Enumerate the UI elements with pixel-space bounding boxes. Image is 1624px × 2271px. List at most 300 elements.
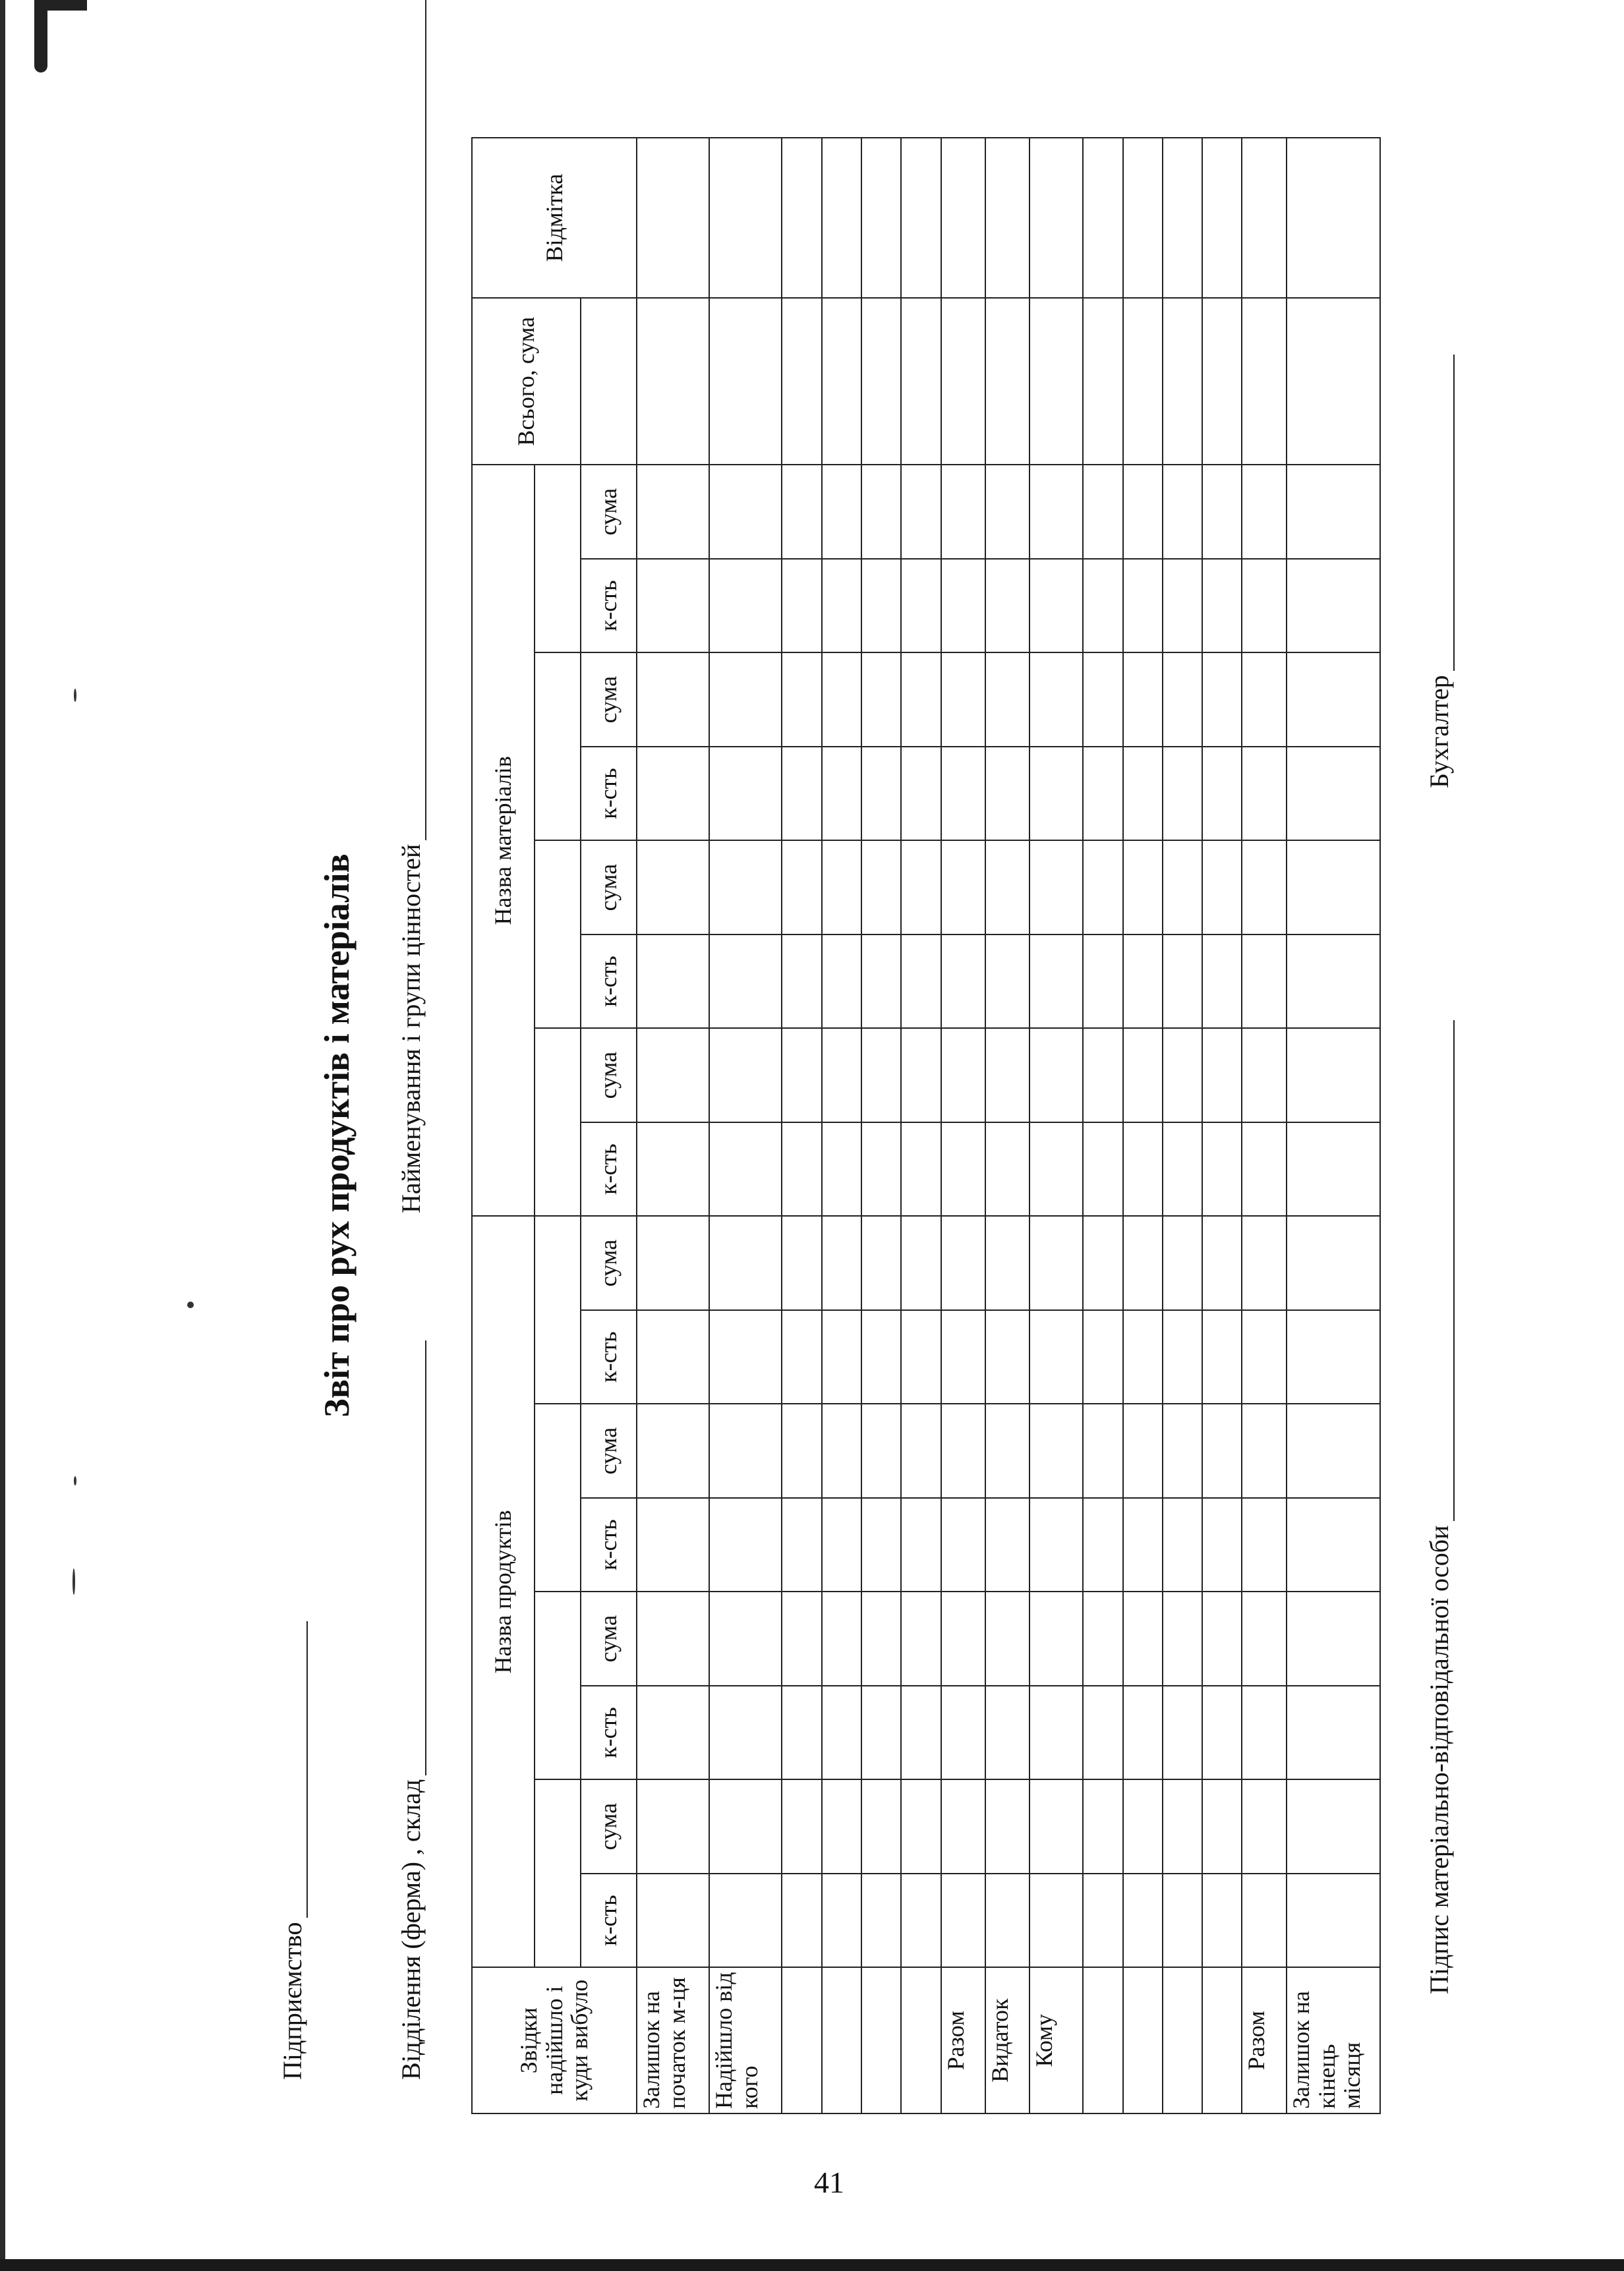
data-cell[interactable] — [782, 1028, 821, 1122]
data-cell[interactable] — [1287, 298, 1380, 465]
data-cell[interactable] — [1030, 1310, 1083, 1404]
data-cell[interactable] — [985, 1498, 1030, 1592]
data-cell[interactable] — [1242, 1122, 1286, 1217]
note-cell[interactable] — [861, 138, 901, 298]
data-cell[interactable] — [709, 1216, 782, 1310]
data-cell[interactable] — [1123, 840, 1163, 934]
data-cell[interactable] — [1287, 1779, 1380, 1874]
data-cell[interactable] — [822, 1122, 861, 1217]
data-cell[interactable] — [1030, 747, 1083, 841]
values-blank[interactable] — [399, 0, 426, 840]
data-cell[interactable] — [1287, 1310, 1380, 1404]
data-cell[interactable] — [709, 652, 782, 747]
data-cell[interactable] — [1083, 934, 1122, 1029]
data-cell[interactable] — [822, 1310, 861, 1404]
data-cell[interactable] — [637, 559, 709, 653]
data-cell[interactable] — [709, 840, 782, 934]
data-cell[interactable] — [1083, 1874, 1122, 1968]
note-cell[interactable] — [1242, 138, 1286, 298]
data-cell[interactable] — [1163, 559, 1202, 653]
data-cell[interactable] — [901, 298, 941, 465]
data-cell[interactable] — [1242, 1874, 1286, 1968]
data-cell[interactable] — [637, 934, 709, 1029]
qty-header: к-сть — [581, 1310, 637, 1404]
note-cell[interactable] — [1123, 138, 1163, 298]
accountant-field — [1424, 355, 1455, 788]
note-cell[interactable] — [1287, 138, 1380, 298]
data-cell[interactable] — [985, 747, 1030, 841]
data-cell[interactable] — [1242, 934, 1286, 1029]
data-cell[interactable] — [637, 747, 709, 841]
data-cell[interactable] — [709, 465, 782, 559]
data-cell[interactable] — [941, 840, 985, 934]
data-cell[interactable] — [1163, 1216, 1202, 1310]
data-cell[interactable] — [1123, 465, 1163, 559]
sum-header: сума — [581, 1216, 637, 1310]
data-cell[interactable] — [985, 465, 1030, 559]
data-cell[interactable] — [861, 747, 901, 841]
data-cell[interactable] — [861, 652, 901, 747]
note-cell[interactable] — [822, 138, 861, 298]
data-cell[interactable] — [901, 1216, 941, 1310]
data-cell[interactable] — [1287, 1874, 1380, 1968]
data-cell[interactable] — [985, 1404, 1030, 1498]
data-cell[interactable] — [941, 1874, 985, 1968]
data-cell[interactable] — [1242, 1404, 1286, 1498]
data-cell[interactable] — [822, 1404, 861, 1498]
responsible-signature-blank[interactable] — [1427, 1020, 1455, 1521]
data-cell[interactable] — [1287, 1592, 1380, 1686]
data-cell[interactable] — [941, 934, 985, 1029]
data-cell[interactable] — [1083, 1028, 1122, 1122]
data-cell[interactable] — [1242, 1779, 1286, 1874]
data-cell[interactable] — [1202, 1779, 1242, 1874]
data-cell[interactable] — [709, 1028, 782, 1122]
note-cell[interactable] — [637, 138, 709, 298]
data-cell[interactable] — [901, 747, 941, 841]
data-cell[interactable] — [709, 559, 782, 653]
data-cell[interactable] — [1030, 465, 1083, 559]
sum-header: сума — [581, 652, 637, 747]
data-cell[interactable] — [1083, 840, 1122, 934]
data-cell[interactable] — [901, 1122, 941, 1217]
data-cell[interactable] — [985, 298, 1030, 465]
data-cell[interactable] — [637, 465, 709, 559]
data-cell[interactable] — [822, 1498, 861, 1592]
total-sub-empty — [581, 298, 637, 465]
data-cell[interactable] — [1202, 298, 1242, 465]
data-cell[interactable] — [1287, 1028, 1380, 1122]
data-cell[interactable] — [1083, 1592, 1122, 1686]
data-cell[interactable] — [861, 934, 901, 1029]
data-cell[interactable] — [1163, 747, 1202, 841]
data-cell[interactable] — [901, 1028, 941, 1122]
department-blank[interactable] — [399, 1340, 426, 1775]
data-cell[interactable] — [782, 465, 821, 559]
data-cell[interactable] — [782, 934, 821, 1029]
data-cell[interactable] — [1030, 1122, 1083, 1217]
data-cell[interactable] — [985, 1216, 1030, 1310]
data-cell[interactable] — [1202, 934, 1242, 1029]
data-cell[interactable] — [901, 1686, 941, 1780]
data-cell[interactable] — [782, 747, 821, 841]
data-cell[interactable] — [1242, 559, 1286, 653]
data-cell[interactable] — [1163, 934, 1202, 1029]
data-cell[interactable] — [709, 1498, 782, 1592]
data-cell[interactable] — [901, 652, 941, 747]
data-cell[interactable] — [637, 1122, 709, 1217]
data-cell[interactable] — [709, 1310, 782, 1404]
data-cell[interactable] — [637, 1779, 709, 1874]
data-cell[interactable] — [782, 559, 821, 653]
enterprise-blank[interactable] — [280, 1622, 308, 1918]
data-cell[interactable] — [1123, 1592, 1163, 1686]
data-cell[interactable] — [1202, 840, 1242, 934]
data-cell[interactable] — [822, 465, 861, 559]
data-cell[interactable] — [901, 1874, 941, 1968]
data-cell[interactable] — [861, 840, 901, 934]
note-cell[interactable] — [941, 138, 985, 298]
data-cell[interactable] — [1123, 298, 1163, 465]
data-cell[interactable] — [1287, 747, 1380, 841]
data-cell[interactable] — [709, 298, 782, 465]
data-cell[interactable] — [901, 840, 941, 934]
data-cell[interactable] — [822, 1779, 861, 1874]
row-label-blank — [822, 1967, 861, 2113]
data-cell[interactable] — [1083, 1498, 1122, 1592]
data-cell[interactable] — [1202, 1028, 1242, 1122]
data-cell[interactable] — [1030, 1028, 1083, 1122]
data-cell[interactable] — [1242, 1310, 1286, 1404]
note-cell[interactable] — [1030, 138, 1083, 298]
data-cell[interactable] — [1123, 1779, 1163, 1874]
data-cell[interactable] — [1287, 1404, 1380, 1498]
data-cell[interactable] — [1202, 465, 1242, 559]
accountant-blank[interactable] — [1427, 355, 1455, 671]
data-cell[interactable] — [901, 465, 941, 559]
data-cell[interactable] — [709, 1874, 782, 1968]
data-cell[interactable] — [941, 298, 985, 465]
data-cell[interactable] — [1083, 747, 1122, 841]
data-cell[interactable] — [709, 1122, 782, 1217]
data-cell[interactable] — [941, 559, 985, 653]
data-cell[interactable] — [985, 1779, 1030, 1874]
data-cell[interactable] — [1030, 1404, 1083, 1498]
data-cell[interactable] — [1202, 652, 1242, 747]
data-cell[interactable] — [1030, 1498, 1083, 1592]
material-1-name[interactable] — [535, 1028, 581, 1216]
data-cell[interactable] — [1163, 1028, 1202, 1122]
data-cell[interactable] — [1242, 465, 1286, 559]
data-cell[interactable] — [1287, 1498, 1380, 1592]
data-cell[interactable] — [822, 1592, 861, 1686]
row-label-blank — [861, 1967, 901, 2113]
data-cell[interactable] — [1242, 1686, 1286, 1780]
data-cell[interactable] — [709, 1686, 782, 1780]
data-cell[interactable] — [782, 1310, 821, 1404]
data-cell[interactable] — [1123, 1498, 1163, 1592]
data-cell[interactable] — [941, 1498, 985, 1592]
data-cell[interactable] — [985, 840, 1030, 934]
data-cell[interactable] — [1030, 559, 1083, 653]
data-cell[interactable] — [901, 559, 941, 653]
data-cell[interactable] — [1083, 1686, 1122, 1780]
data-cell[interactable] — [822, 1686, 861, 1780]
data-cell[interactable] — [985, 1686, 1030, 1780]
data-cell[interactable] — [861, 1028, 901, 1122]
data-cell[interactable] — [1123, 1310, 1163, 1404]
data-cell[interactable] — [985, 652, 1030, 747]
material-4-name[interactable] — [535, 465, 581, 652]
data-cell[interactable] — [941, 1686, 985, 1780]
note-cell[interactable] — [782, 138, 821, 298]
page-number: 41 — [814, 2166, 844, 2199]
data-cell[interactable] — [1123, 652, 1163, 747]
data-cell[interactable] — [1030, 1874, 1083, 1968]
data-cell[interactable] — [941, 652, 985, 747]
data-cell[interactable] — [1123, 559, 1163, 653]
data-cell[interactable] — [1287, 934, 1380, 1029]
department-field — [395, 1340, 426, 2080]
data-cell[interactable] — [1242, 652, 1286, 747]
row-label-closing-balance: Залишок на кінець місяця — [1287, 1967, 1380, 2113]
data-cell[interactable] — [1202, 1498, 1242, 1592]
data-cell[interactable] — [941, 465, 985, 559]
data-cell[interactable] — [861, 298, 901, 465]
data-cell[interactable] — [1163, 1498, 1202, 1592]
data-cell[interactable] — [861, 559, 901, 653]
data-cell[interactable] — [1202, 747, 1242, 841]
data-cell[interactable] — [985, 1592, 1030, 1686]
data-cell[interactable] — [782, 1592, 821, 1686]
data-cell[interactable] — [985, 1122, 1030, 1217]
data-cell[interactable] — [1202, 1404, 1242, 1498]
data-cell[interactable] — [782, 840, 821, 934]
data-cell[interactable] — [782, 1122, 821, 1217]
data-cell[interactable] — [941, 1310, 985, 1404]
data-cell[interactable] — [709, 747, 782, 841]
data-cell[interactable] — [782, 652, 821, 747]
data-cell[interactable] — [1083, 652, 1122, 747]
data-cell[interactable] — [861, 1592, 901, 1686]
data-cell[interactable] — [1030, 1216, 1083, 1310]
data-cell[interactable] — [941, 747, 985, 841]
data-cell[interactable] — [782, 298, 821, 465]
data-cell[interactable] — [861, 1498, 901, 1592]
data-cell[interactable] — [1242, 747, 1286, 841]
data-cell[interactable] — [637, 1216, 709, 1310]
data-cell[interactable] — [637, 298, 709, 465]
row-label-blank — [1123, 1967, 1163, 2113]
data-cell[interactable] — [1163, 1310, 1202, 1404]
data-cell[interactable] — [1287, 559, 1380, 653]
data-cell[interactable] — [1123, 1122, 1163, 1217]
data-cell[interactable] — [1242, 1216, 1286, 1310]
data-cell[interactable] — [637, 1498, 709, 1592]
data-cell[interactable] — [1242, 298, 1286, 465]
data-cell[interactable] — [901, 1310, 941, 1404]
row-label-blank — [1202, 1967, 1242, 2113]
data-cell[interactable] — [782, 1216, 821, 1310]
data-cell[interactable] — [985, 1028, 1030, 1122]
data-cell[interactable] — [1030, 1779, 1083, 1874]
data-cell[interactable] — [1202, 1874, 1242, 1968]
material-3-name[interactable] — [535, 652, 581, 840]
data-cell[interactable] — [985, 934, 1030, 1029]
data-cell[interactable] — [1163, 652, 1202, 747]
data-cell[interactable] — [782, 1498, 821, 1592]
data-cell[interactable] — [1030, 652, 1083, 747]
data-cell[interactable] — [1083, 1216, 1122, 1310]
data-cell[interactable] — [1163, 298, 1202, 465]
data-cell[interactable] — [1202, 1592, 1242, 1686]
data-cell[interactable] — [941, 1216, 985, 1310]
data-cell[interactable] — [1287, 465, 1380, 559]
sum-header: сума — [581, 1028, 637, 1122]
data-cell[interactable] — [1163, 1779, 1202, 1874]
data-cell[interactable] — [1242, 1028, 1286, 1122]
product-4-name[interactable] — [535, 1216, 581, 1404]
data-cell[interactable] — [985, 1310, 1030, 1404]
data-cell[interactable] — [1123, 1874, 1163, 1968]
data-cell[interactable] — [637, 840, 709, 934]
data-cell[interactable] — [1083, 298, 1122, 465]
sum-header: сума — [581, 1404, 637, 1498]
data-cell[interactable] — [1287, 1686, 1380, 1780]
data-cell[interactable] — [637, 1592, 709, 1686]
data-cell[interactable] — [822, 652, 861, 747]
data-cell[interactable] — [1083, 559, 1122, 653]
data-cell[interactable] — [861, 1216, 901, 1310]
data-cell[interactable] — [709, 1404, 782, 1498]
data-cell[interactable] — [637, 1874, 709, 1968]
material-2-name[interactable] — [535, 840, 581, 1028]
product-3-name[interactable] — [535, 1404, 581, 1592]
data-cell[interactable] — [901, 1498, 941, 1592]
department-label: Відділення (ферма) , склад — [396, 1779, 426, 2080]
data-cell[interactable] — [1083, 1779, 1122, 1874]
data-cell[interactable] — [1163, 1686, 1202, 1780]
qty-header: к-сть — [581, 559, 637, 653]
data-cell[interactable] — [941, 1592, 985, 1686]
data-cell[interactable] — [861, 465, 901, 559]
data-cell[interactable] — [1123, 934, 1163, 1029]
note-cell[interactable] — [1083, 138, 1122, 298]
data-cell[interactable] — [822, 840, 861, 934]
data-cell[interactable] — [941, 1404, 985, 1498]
data-cell[interactable] — [1163, 1122, 1202, 1217]
data-cell[interactable] — [637, 1686, 709, 1780]
data-cell[interactable] — [822, 1216, 861, 1310]
data-cell[interactable] — [637, 1028, 709, 1122]
data-cell[interactable] — [822, 559, 861, 653]
data-cell[interactable] — [1123, 1028, 1163, 1122]
data-cell[interactable] — [985, 1874, 1030, 1968]
data-cell[interactable] — [1123, 1216, 1163, 1310]
data-cell[interactable] — [1287, 840, 1380, 934]
data-cell[interactable] — [782, 1779, 821, 1874]
data-cell[interactable] — [941, 1779, 985, 1874]
data-cell[interactable] — [861, 1404, 901, 1498]
data-cell[interactable] — [709, 934, 782, 1029]
data-cell[interactable] — [709, 1592, 782, 1686]
data-cell[interactable] — [901, 1592, 941, 1686]
data-cell[interactable] — [941, 1028, 985, 1122]
data-cell[interactable] — [1287, 652, 1380, 747]
data-cell[interactable] — [1123, 747, 1163, 841]
data-cell[interactable] — [1202, 1122, 1242, 1217]
data-cell[interactable] — [985, 559, 1030, 653]
data-cell[interactable] — [941, 1122, 985, 1217]
data-cell[interactable] — [637, 1404, 709, 1498]
data-cell[interactable] — [822, 747, 861, 841]
note-cell[interactable] — [901, 138, 941, 298]
data-cell[interactable] — [901, 934, 941, 1029]
data-cell[interactable] — [1287, 1122, 1380, 1217]
data-cell[interactable] — [1083, 1122, 1122, 1217]
data-cell[interactable] — [861, 1686, 901, 1780]
data-cell[interactable] — [1202, 1216, 1242, 1310]
data-cell[interactable] — [1030, 934, 1083, 1029]
data-cell[interactable] — [637, 652, 709, 747]
data-cell[interactable] — [1083, 465, 1122, 559]
data-cell[interactable] — [822, 1028, 861, 1122]
note-cell[interactable] — [1163, 138, 1202, 298]
data-cell[interactable] — [1202, 1310, 1242, 1404]
data-cell[interactable] — [822, 298, 861, 465]
data-cell[interactable] — [1030, 1686, 1083, 1780]
data-cell[interactable] — [822, 1874, 861, 1968]
data-cell[interactable] — [822, 934, 861, 1029]
col-note-header: Відмітка — [472, 138, 637, 298]
data-cell[interactable] — [1242, 1498, 1286, 1592]
data-cell[interactable] — [901, 1779, 941, 1874]
data-cell[interactable] — [1083, 1310, 1122, 1404]
data-cell[interactable] — [1163, 465, 1202, 559]
data-cell[interactable] — [1242, 840, 1286, 934]
data-cell[interactable] — [1202, 559, 1242, 653]
data-cell[interactable] — [1083, 1404, 1122, 1498]
data-cell[interactable] — [1242, 1592, 1286, 1686]
data-cell[interactable] — [1030, 1592, 1083, 1686]
data-cell[interactable] — [861, 1122, 901, 1217]
data-cell[interactable] — [1202, 1686, 1242, 1780]
data-cell[interactable] — [1123, 1404, 1163, 1498]
data-cell[interactable] — [1030, 298, 1083, 465]
data-cell[interactable] — [1287, 1216, 1380, 1310]
data-cell[interactable] — [1163, 1874, 1202, 1968]
data-cell[interactable] — [782, 1686, 821, 1780]
product-2-name[interactable] — [535, 1592, 581, 1779]
data-cell[interactable] — [1030, 840, 1083, 934]
note-cell[interactable] — [709, 138, 782, 298]
data-cell[interactable] — [861, 1874, 901, 1968]
data-cell[interactable] — [1123, 1686, 1163, 1780]
data-cell[interactable] — [901, 1404, 941, 1498]
note-cell[interactable] — [985, 138, 1030, 298]
data-cell[interactable] — [782, 1874, 821, 1968]
data-cell[interactable] — [861, 1779, 901, 1874]
data-cell[interactable] — [782, 1404, 821, 1498]
data-cell[interactable] — [1163, 1592, 1202, 1686]
data-cell[interactable] — [861, 1310, 901, 1404]
product-1-name[interactable] — [535, 1779, 581, 1967]
data-cell[interactable] — [709, 1779, 782, 1874]
data-cell[interactable] — [637, 1310, 709, 1404]
data-cell[interactable] — [1163, 840, 1202, 934]
note-cell[interactable] — [1202, 138, 1242, 298]
data-cell[interactable] — [1163, 1404, 1202, 1498]
